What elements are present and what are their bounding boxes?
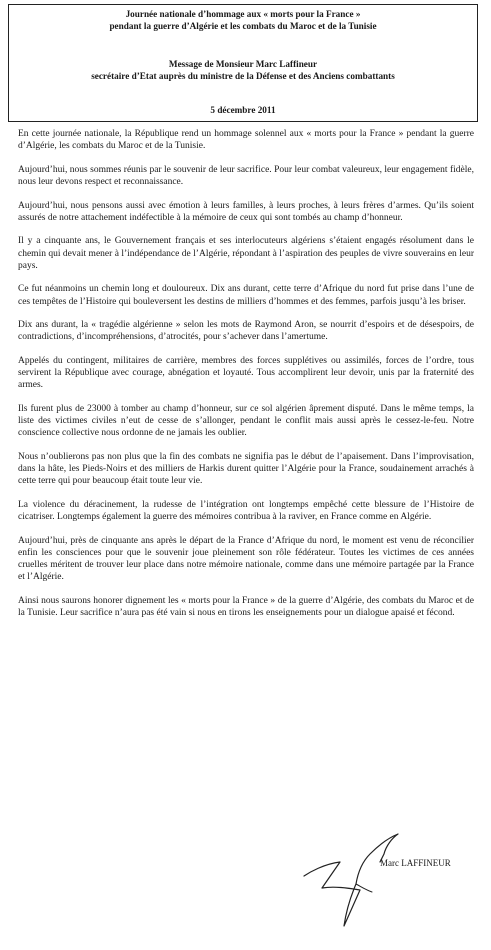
paragraph: Aujourd’hui, nous pensons aussi avec émotion à leurs familles, à leurs proches, à leurs frères d’armes. Qu’ils soient assurés de notre attachement indéfectible à la mémoire de ceux qui sont tombés au champ d’honneur.: [18, 200, 474, 223]
paragraph: La violence du déracinement, la rudesse de l’intégration ont longtemps empêché cette blessure de l’Histoire de cicatriser. Longtemps également la guerre des mémoires contribua à la raviver, en France comme en Algérie.: [18, 499, 474, 523]
handwritten-signature: [300, 828, 410, 938]
paragraph: Ce fut néanmoins un chemin long et douloureux. Dix ans durant, cette terre d’Afrique du nord fut prise dans l’une de ces tempêtes de l’Histoire qui bouleversent les destins de milliers d’hommes et des femmes, parfois jusqu’à les briser.: [18, 284, 474, 307]
paragraph: Appelés du contingent, militaires de carrière, membres des forces supplétives ou assimilés, forces de l’ordre, tous servirent la République avec courage, abnégation et loyauté. Tous accomplirent leur devoir, unis par la fraternité des armes.: [18, 355, 474, 391]
paragraph: Dix ans durant, la « tragédie algérienne » selon les mots de Raymond Aron, se nourrit d’espoirs et de désespoirs, de contradictions, d’incompréhensions, d’atrocités, pour s’achever dans l’amertume.: [18, 320, 474, 343]
signature-block: [380, 858, 451, 868]
header-date: 5 décembre 2011: [210, 105, 276, 115]
paragraph: Ainsi nous saurons honorer dignement les « morts pour la France » de la guerre d’Algérie, des combats du Maroc et de la Tunisie. Leur sacrifice n’aura pas été vain si nous en tirons les enseignements pour un dialogue apaisé et fécond.: [18, 595, 474, 619]
header-title-line-2: pendant la guerre d’Algérie et les combats du Maroc et de la Tunisie: [109, 21, 377, 31]
message-body: [18, 128, 474, 631]
paragraph: Nous n’oublierons pas non plus que la fin des combats ne signifia pas le début de l’apaisement. Dans l’improvisation, dans la hâte, les Pieds-Noirs et des milliers de Harkis durent quitter l’Algérie pour la France, soudainement arrachés à cette terre qui pour beaucoup était toute leur vie.: [18, 451, 474, 487]
signatory-name: Marc LAFFINEUR: [380, 858, 451, 868]
paragraph: Ils furent plus de 23000 à tomber au champ d’honneur, sur ce sol algérien âprement disputé. Dans le même temps, la liste des victimes civiles n’eut de cesse de s’allonger, pendant le conflit mais aussi après le cessez-le-feu. Notre conscience collective nous ordonne de ne jamais les oublier.: [18, 403, 474, 439]
paragraph: Il y a cinquante ans, le Gouvernement français et ses interlocuteurs algériens s’étaient engagés résolument dans le chemin qui devait mener à l’indépendance de l’Algérie, répondant à l’aspiration des peuples de vivre souverains en leur pays.: [18, 236, 474, 271]
paragraph: Aujourd’hui, nous sommes réunis par le souvenir de leur sacrifice. Pour leur combat valeureux, leur engagement fidèle, nous leur devons respect et reconnaissance.: [18, 164, 474, 187]
paragraph: En cette journée nationale, la République rend un hommage solennel aux « morts pour la France » pendant la guerre d’Algérie, les combats du Maroc et de la Tunisie.: [18, 129, 474, 152]
header-role-line: secrétaire d’Etat auprès du ministre de la Défense et des Anciens combattants: [91, 71, 395, 81]
header-message-line: Message de Monsieur Marc Laffineur: [168, 59, 318, 69]
paragraph: Aujourd’hui, près de cinquante ans après le départ de la France d’Afrique du nord, le moment est venu de réconcilier enfin les consciences pour que le souvenir joue pleinement son rôle fédérateur. Toutes les victimes de ces années cruelles méritent de trouver leur place dans notre mémoire nationale, comme dans une mémoire partagée par la France et l’Algérie.: [18, 535, 474, 583]
header-box: [8, 4, 478, 122]
header-title-line-1: Journée nationale d’hommage aux « morts pour la France »: [125, 9, 361, 19]
